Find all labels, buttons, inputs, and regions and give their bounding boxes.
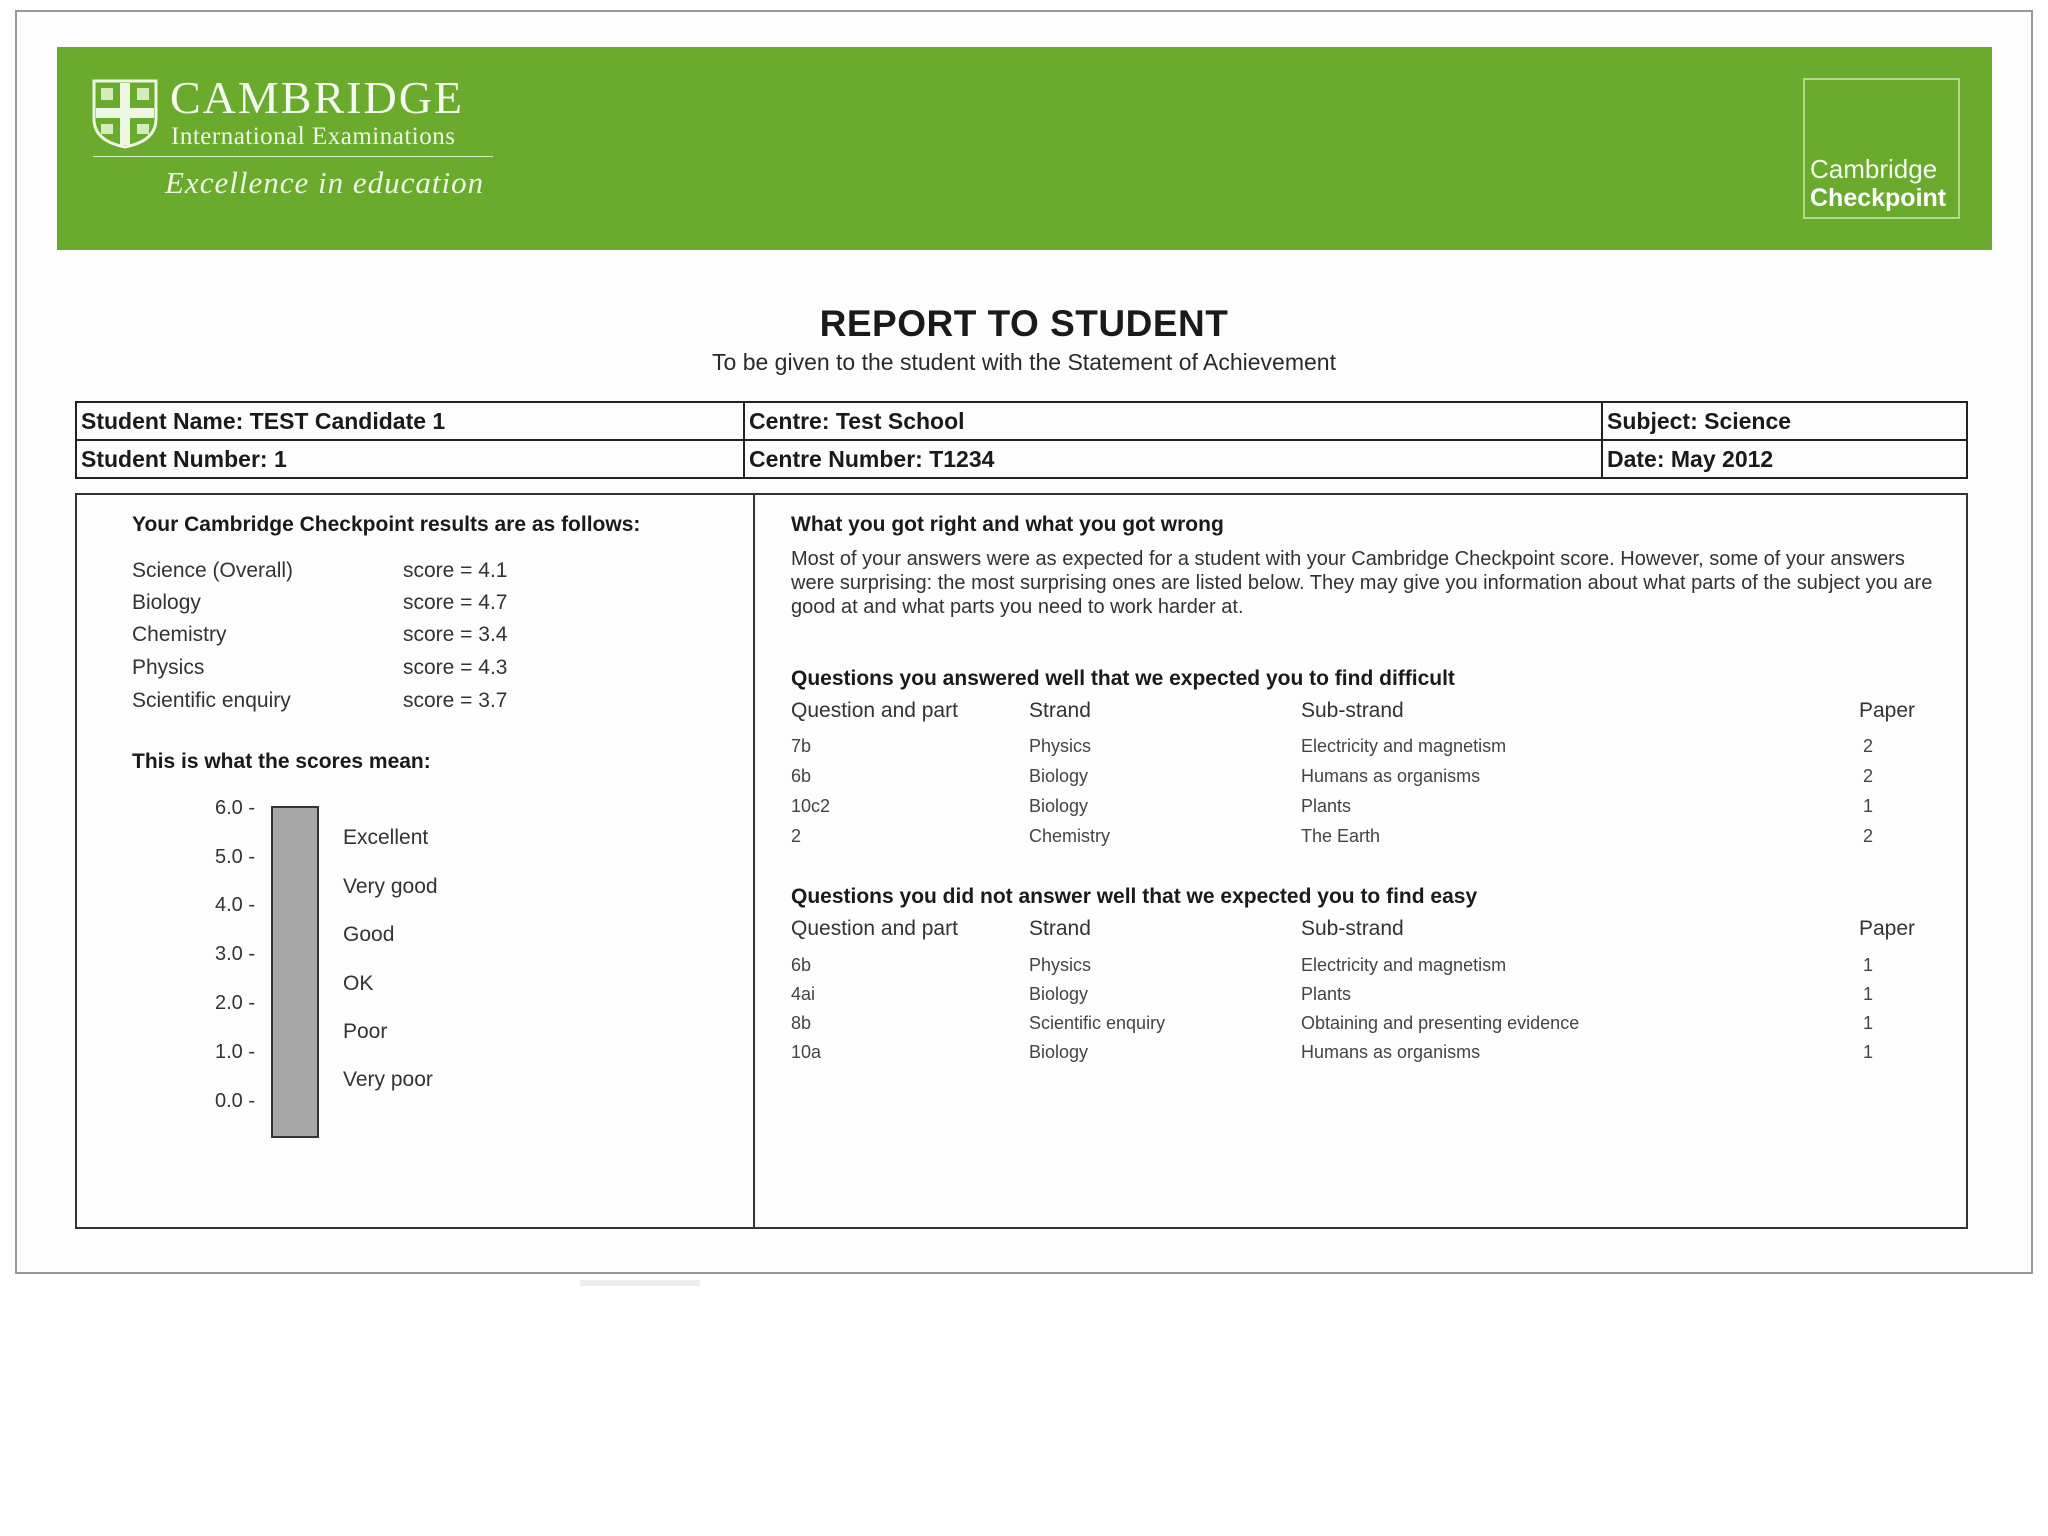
column-header-substrand: Sub-strand — [1301, 699, 1404, 722]
subject-cell: Subject: Science — [1602, 402, 1967, 440]
result-name: Scientific enquiry — [132, 689, 291, 712]
column-header-substrand: Sub-strand — [1301, 917, 1404, 940]
cell-question: 10a — [791, 1042, 822, 1062]
result-name: Chemistry — [132, 623, 227, 646]
scale-label: Good — [343, 923, 395, 946]
info-row — [76, 402, 1967, 440]
not-well-heading: Questions you did not answer well that we expected you to find easy — [791, 885, 1478, 908]
student-info-table — [75, 401, 1968, 479]
cell-paper: 2 — [1863, 766, 1874, 786]
cell-paper: 2 — [1863, 736, 1874, 756]
centre-cell: Centre: Test School — [744, 402, 1602, 440]
cell-strand: Scientific enquiry — [1029, 1013, 1166, 1033]
cell-substrand: Electricity and magnetism — [1301, 736, 1507, 756]
cell-strand: Chemistry — [1029, 826, 1111, 846]
cell-strand: Biology — [1029, 1042, 1089, 1062]
cell-strand: Biology — [1029, 984, 1089, 1004]
cell-strand: Physics — [1029, 955, 1092, 975]
column-header-paper: Paper — [1859, 699, 1916, 722]
cell-strand: Biology — [1029, 766, 1089, 786]
info-row — [76, 440, 1967, 478]
score-scale-bar — [271, 806, 319, 1138]
result-score: score = 3.4 — [403, 623, 508, 646]
results-heading: Your Cambridge Checkpoint results are as follows: — [132, 513, 641, 536]
cell-substrand: Plants — [1301, 796, 1352, 816]
brand-subtitle: International Examinations — [171, 123, 456, 150]
cell-substrand: The Earth — [1301, 826, 1381, 846]
scale-tick: 6.0 - — [215, 797, 256, 819]
cell-paper: 1 — [1863, 984, 1874, 1004]
cell-question: 7b — [791, 736, 812, 756]
scale-tick: 5.0 - — [215, 846, 256, 868]
cell-question: 8b — [791, 1013, 812, 1033]
result-score: score = 4.1 — [403, 559, 508, 582]
cell-substrand: Humans as organisms — [1301, 1042, 1481, 1062]
result-score: score = 4.7 — [403, 591, 508, 614]
cell-paper: 1 — [1863, 1042, 1874, 1062]
checkpoint-logo-line1: Cambridge — [1810, 154, 1938, 184]
cell-strand: Physics — [1029, 736, 1092, 756]
column-header-strand: Strand — [1029, 917, 1091, 940]
cell-substrand: Humans as organisms — [1301, 766, 1481, 786]
cambridge-crest-icon — [92, 79, 158, 149]
cell-question: 4ai — [791, 984, 816, 1004]
scale-tick: 3.0 - — [215, 943, 256, 965]
scale-tick: 1.0 - — [215, 1041, 256, 1063]
report-title: REPORT TO STUDENT — [819, 303, 1229, 344]
brand-motto: Excellence in education — [165, 165, 485, 200]
cell-strand: Biology — [1029, 796, 1089, 816]
column-header-strand: Strand — [1029, 699, 1091, 722]
cell-paper: 1 — [1863, 955, 1874, 975]
result-score: score = 4.3 — [403, 656, 508, 679]
panel-divider — [753, 495, 755, 1227]
well-heading: Questions you answered well that we expected you to find difficult — [791, 667, 1455, 690]
header-banner — [57, 47, 1992, 250]
cell-substrand: Electricity and magnetism — [1301, 955, 1507, 975]
checkpoint-logo — [1803, 78, 1960, 219]
checkpoint-logo-line2: Checkpoint — [1810, 184, 1947, 212]
cell-paper: 1 — [1863, 796, 1874, 816]
cell-substrand: Plants — [1301, 984, 1352, 1004]
scale-tick: 0.0 - — [215, 1090, 256, 1112]
scale-heading: This is what the scores mean: — [132, 750, 431, 773]
scale-label: Very good — [343, 875, 438, 898]
cell-question: 10c2 — [791, 796, 831, 816]
result-name: Physics — [132, 656, 205, 679]
column-header-question: Question and part — [791, 699, 958, 722]
page-artifact — [580, 1280, 700, 1286]
cell-paper: 1 — [1863, 1013, 1874, 1033]
scale-label: OK — [343, 972, 374, 995]
feedback-heading: What you got right and what you got wrong — [791, 513, 1224, 536]
feedback-intro: Most of your answers were as expected for a student with your Cambridge Checkpoint score. However, some of your answers were surprising: the most surprising ones are listed below. They may give you information about what parts of the subject you are good at and what parts you need to work harder at. — [791, 548, 1933, 618]
column-header-paper: Paper — [1859, 917, 1916, 940]
results-panel — [75, 493, 1968, 1229]
result-name: Science (Overall) — [132, 559, 294, 582]
brand-divider — [93, 156, 493, 157]
column-header-question: Question and part — [791, 917, 958, 940]
report-subtitle: To be given to the student with the Statement of Achievement — [712, 349, 1336, 375]
centre-number-cell: Centre Number: T1234 — [744, 440, 1602, 478]
result-score: score = 3.7 — [403, 689, 508, 712]
cell-question: 6b — [791, 766, 812, 786]
scale-tick: 2.0 - — [215, 992, 256, 1014]
scale-tick: 4.0 - — [215, 894, 256, 916]
cell-substrand: Obtaining and presenting evidence — [1301, 1013, 1580, 1033]
brand-name: CAMBRIDGE — [170, 72, 465, 123]
cell-paper: 2 — [1863, 826, 1874, 846]
scale-label: Very poor — [343, 1068, 433, 1091]
student-number-cell: Student Number: 1 — [76, 440, 744, 478]
scale-label: Excellent — [343, 826, 429, 849]
student-name-cell: Student Name: TEST Candidate 1 — [76, 402, 744, 440]
cell-question: 6b — [791, 955, 812, 975]
result-name: Biology — [132, 591, 201, 614]
date-cell: Date: May 2012 — [1602, 440, 1967, 478]
scale-label: Poor — [343, 1020, 388, 1043]
cell-question: 2 — [791, 826, 802, 846]
